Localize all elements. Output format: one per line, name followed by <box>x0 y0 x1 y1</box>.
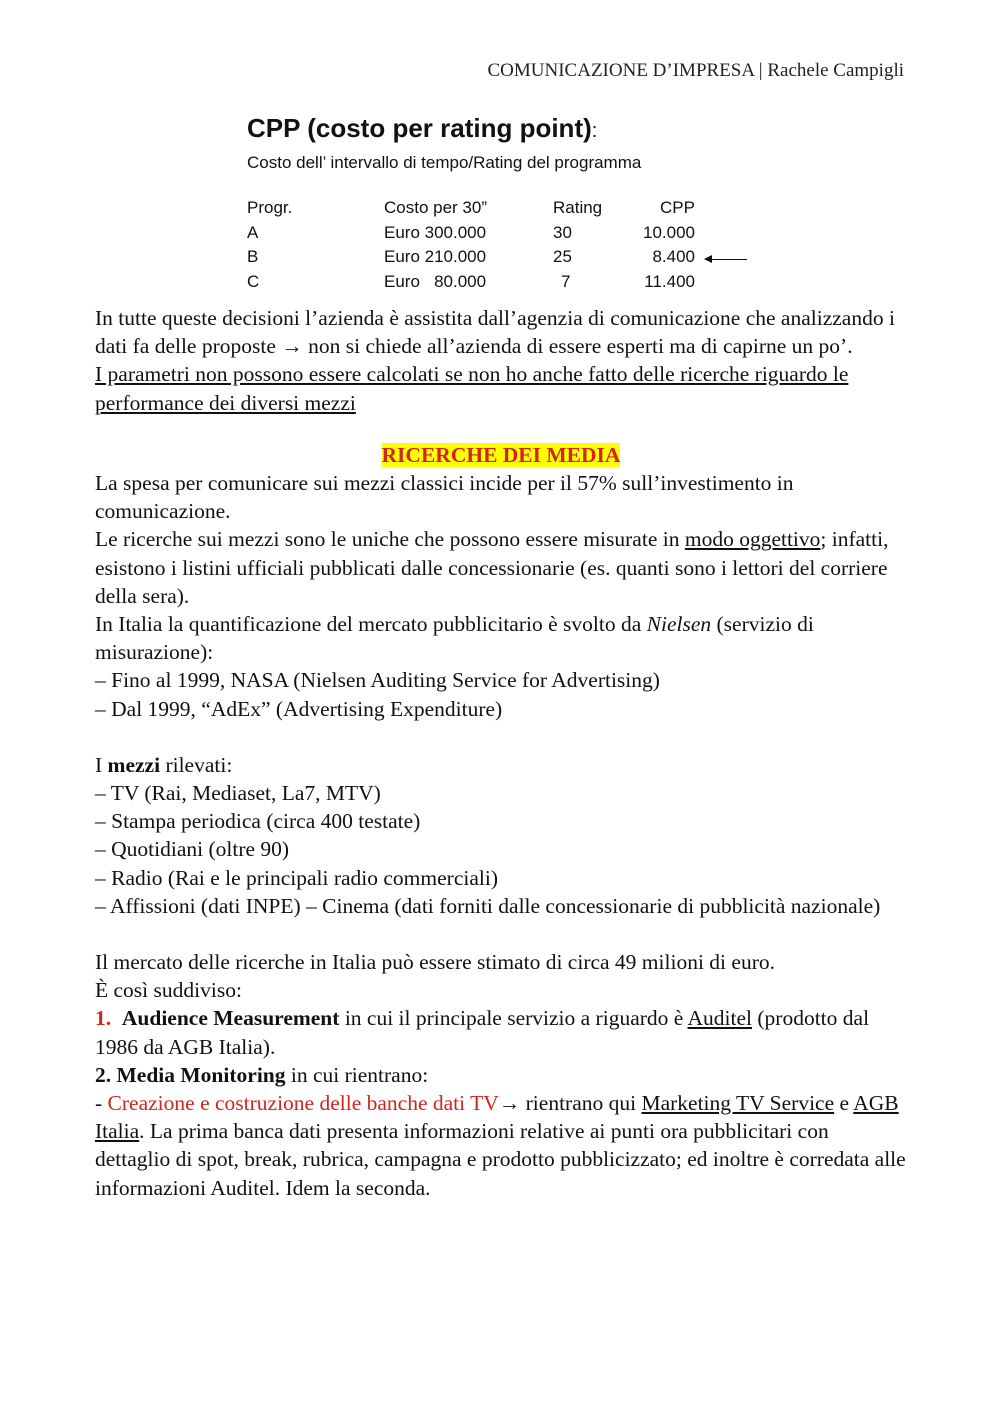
text-span: rilevati: <box>160 752 233 777</box>
paragraph-underlined: I parametri non possono essere calcolati se non ho anche fatto delle ricerche riguardo le performance dei diversi mezzi <box>95 362 849 415</box>
page-header: COMUNICAZIONE D’IMPRESA | Rachele Campigli <box>487 60 904 81</box>
list-item: – Dal 1999, “AdEx” (Advertising Expenditure) <box>95 696 503 721</box>
table-cell: A <box>247 222 259 242</box>
cpp-table <box>247 198 767 296</box>
list-item: – Affissioni (dati INPE) – Cinema (dati forniti dalle concessionarie di pubblicità nazionale) <box>95 893 881 918</box>
list-item: – Stampa periodica (circa 400 testate) <box>95 809 421 834</box>
list-item <box>95 1061 907 1089</box>
underlined-text: Marketing TV Service <box>641 1091 835 1116</box>
text-span: In Italia la quantificazione del mercato pubblicitario è svolto da <box>95 612 647 637</box>
slide-title-text: CPP (costo per rating point) <box>247 113 592 143</box>
item-number: 1. <box>95 1006 112 1031</box>
paragraph <box>95 610 907 666</box>
text-span: e <box>834 1091 854 1116</box>
table-cell: Euro 80.000 <box>384 271 487 291</box>
table-cell: 11.400 <box>644 271 695 291</box>
text-span: Le ricerche sui mezzi sono le uniche che possono essere misurate in <box>95 527 685 552</box>
table-header-row <box>247 198 767 223</box>
column-header: Costo per 30” <box>384 198 487 217</box>
list-item <box>95 1004 907 1060</box>
text-span: - <box>95 1091 108 1116</box>
underlined-text: Auditel <box>687 1006 753 1031</box>
table-cell: 10.000 <box>643 222 695 242</box>
list-item: – TV (Rai, Mediaset, La7, MTV) <box>95 781 381 806</box>
table-cell: C <box>247 271 260 291</box>
list-item: – Radio (Rai e le principali radio commerciali) <box>95 865 498 890</box>
table-cell: Euro 210.000 <box>384 247 487 266</box>
section-title: RICERCHE DEI MEDIA <box>381 442 621 467</box>
paragraph: È così suddiviso: <box>95 978 242 1003</box>
text-span: (servizio di misurazione): <box>95 612 814 665</box>
slide-title-colon: : <box>591 120 598 142</box>
list-item: – Fino al 1999, NASA (Nielsen Auditing Service for Advertising) <box>95 668 660 693</box>
section-heading <box>95 441 907 469</box>
red-text: Creazione e costruzione delle banche dati TV <box>107 1091 499 1116</box>
left-arrow-icon <box>705 259 747 260</box>
underlined-text: AGB Italia <box>95 1091 899 1144</box>
bold-text: mezzi <box>107 752 161 777</box>
table-cell: 30 <box>553 222 572 242</box>
list-item: – Quotidiani (oltre 90) <box>95 837 290 862</box>
slide-subtitle: Costo dell’ intervallo di tempo/Rating del programma <box>247 153 642 172</box>
column-header: Progr. <box>247 198 293 217</box>
slide-title <box>247 112 767 147</box>
text-span: . La prima banca dati presenta informazioni relative ai punti ora pubblicitari con dettaglio di spot, break, rubrica, campagna e prodotto pubblicizzato; ed inoltre è corredata alle informazioni Auditel. Idem la seconda. <box>95 1119 906 1200</box>
paragraph: Il mercato delle ricerche in Italia può essere stimato di circa 49 milioni di euro. <box>95 950 775 975</box>
list-item <box>95 1089 907 1202</box>
table-cell: 25 <box>553 247 572 266</box>
table-cell: B <box>247 247 259 266</box>
text-span: I <box>95 752 108 777</box>
text-span: in cui rientrano: <box>285 1062 429 1087</box>
paragraph <box>95 751 907 779</box>
table-cell: 8.400 <box>652 247 695 266</box>
table-cell: 7 <box>561 271 571 291</box>
underlined-text: modo oggettivo <box>684 527 821 552</box>
document-body <box>95 304 907 1202</box>
table-row <box>247 223 767 248</box>
text-span: → rientrano qui <box>498 1091 642 1116</box>
text-span: in cui il principale servizio a riguardo è <box>339 1006 688 1031</box>
bold-text: Audience Measurement <box>121 1006 340 1031</box>
paragraph <box>95 525 907 610</box>
cpp-slide <box>247 112 767 291</box>
column-header: CPP <box>660 198 695 217</box>
paragraph: La spesa per comunicare sui mezzi classici incide per il 57% sull’investimento in comunicazione. <box>95 471 794 524</box>
table-row <box>247 247 767 272</box>
text-span: ; infatti, esistono i listini ufficiali pubblicati dalle concessionarie (es. quanti sono i lettori del corriere della sera). <box>95 527 889 608</box>
bold-text: 2. Media Monitoring <box>95 1062 286 1087</box>
text-span: (prodotto dal 1986 da AGB Italia). <box>95 1006 870 1059</box>
italic-text: Nielsen <box>646 612 712 637</box>
table-cell: Euro 300.000 <box>384 222 487 242</box>
paragraph: In tutte queste decisioni l’azienda è assistita dall’agenzia di comunicazione che analizzando i dati fa delle proposte → non si chiede all’azienda di essere esperti ma di capirne un po’. <box>95 306 895 359</box>
column-header: Rating <box>553 198 603 217</box>
table-row <box>247 272 767 297</box>
